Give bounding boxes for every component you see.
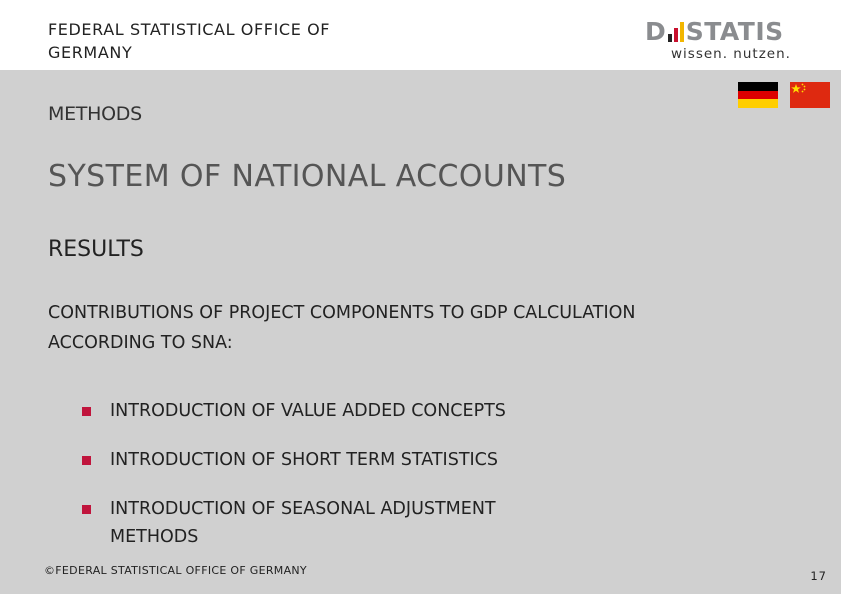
organization-name: FEDERAL STATISTICAL OFFICE OF GERMANY [48,20,331,62]
slide-content [0,70,841,594]
bullet-text: INTRODUCTION OF SHORT TERM STATISTICS [110,450,498,470]
footer-copyright: ©FEDERAL STATISTICAL OFFICE OF GERMANY [44,564,307,577]
logo-tagline: wissen. nutzen. [671,46,791,62]
page-number: 17 [810,569,827,583]
section-label: METHODS [48,103,142,125]
slide-title: SYSTEM OF NATIONAL ACCOUNTS [48,159,567,194]
square-bullet-icon [82,456,91,465]
bullet-text: INTRODUCTION OF VALUE ADDED CONCEPTS [110,401,506,421]
square-bullet-icon [82,407,91,416]
lead-text: CONTRIBUTIONS OF PROJECT COMPONENTS TO GDP CALCULATION ACCORDING TO SNA: [48,303,636,353]
bullet-item [80,397,640,425]
header-bar [0,0,841,70]
bullet-text: INTRODUCTION OF SEASONAL ADJUSTMENT METHODS [110,499,496,547]
chinese-flag-icon[interactable] [790,82,830,108]
logo-bar [680,22,684,42]
logo-bar [668,34,672,42]
logo-bar [674,28,678,42]
destatis-logo[interactable] [645,18,815,64]
bullet-item [80,495,550,551]
bullet-item [80,446,640,474]
slide-subtitle: RESULTS [48,237,144,262]
square-bullet-icon [82,505,91,514]
logo-prefix: D [645,17,666,46]
bullet-list [80,397,640,572]
german-flag-icon[interactable] [738,82,778,108]
logo-wordmark: STATIS [685,17,784,46]
logo-bars-icon [668,20,684,42]
